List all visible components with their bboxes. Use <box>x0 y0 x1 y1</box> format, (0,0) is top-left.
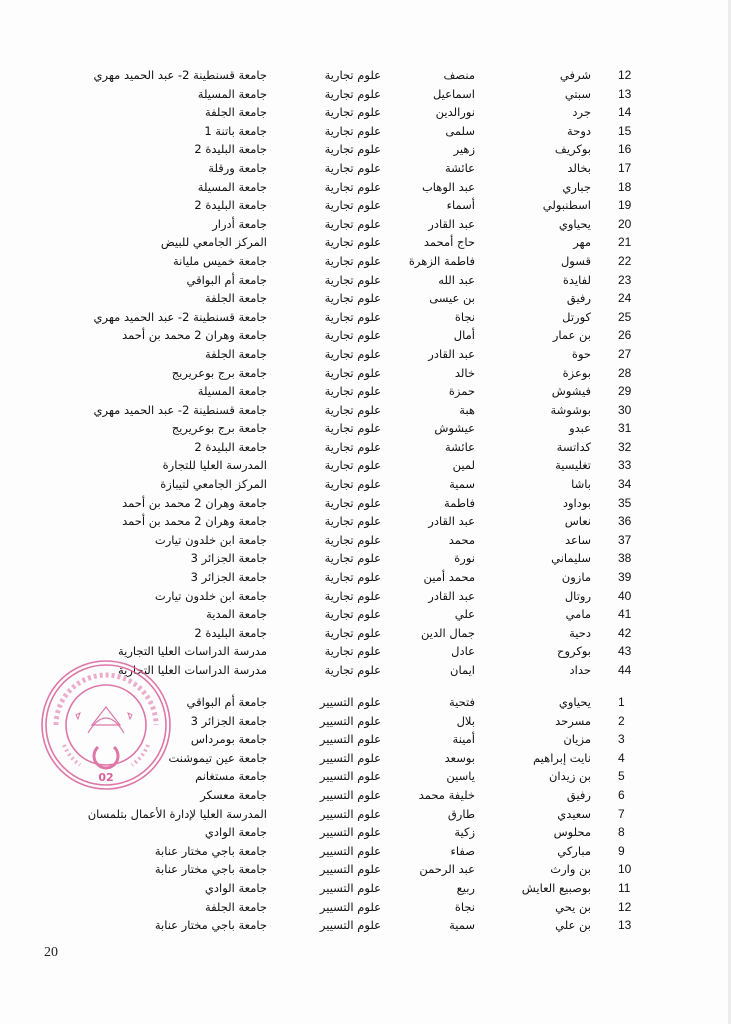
first-name: صفاء <box>450 843 475 858</box>
first-name: منصف <box>443 68 475 82</box>
field-of-study: علوم تجارية <box>324 439 381 454</box>
last-name: سليماني <box>551 551 591 566</box>
field-of-study: علوم تجارية <box>324 384 381 399</box>
field-of-study: علوم التسيير <box>319 732 381 747</box>
row-number: 25 <box>618 309 632 324</box>
first-name: عبد الوهاب <box>421 179 475 194</box>
field-of-study: علوم تجارية <box>324 328 381 343</box>
field-of-study: علوم التسيير <box>319 787 381 802</box>
university: جامعة المسيلة <box>197 86 267 101</box>
last-name: اسطنبولي <box>542 198 591 213</box>
university: جامعة المسيلة <box>197 179 267 194</box>
row-number: 3 <box>618 732 625 747</box>
field-of-study: علوم تجارية <box>324 346 381 361</box>
first-name: طارق <box>447 806 475 821</box>
table-row <box>95 730 655 749</box>
table-row <box>87 805 655 824</box>
field-of-study: علوم تجارية <box>324 625 381 640</box>
first-name: حاج أمحمد <box>423 235 475 250</box>
university: جامعة معسكر <box>200 787 267 802</box>
row-number: 15 <box>618 123 632 138</box>
table-row <box>95 159 655 178</box>
row-number: 13 <box>618 918 632 933</box>
table-row <box>95 122 655 141</box>
last-name: رفيق <box>566 787 591 802</box>
last-name: مهر <box>573 235 591 250</box>
first-name: عبد الله <box>438 272 475 287</box>
university: جامعة وهران 2 محمد بن أحمد <box>122 514 267 529</box>
field-of-study: علوم تجارية <box>324 179 381 194</box>
row-number: 39 <box>618 570 632 585</box>
university: جامعة قسنطينة 2- عبد الحميد مهري <box>93 309 267 324</box>
table-row <box>95 178 655 197</box>
first-name: عبد القادر <box>428 514 475 529</box>
university: جامعة أم البواقي <box>186 695 267 709</box>
university: جامعة أدرار <box>212 216 267 231</box>
last-name: بن يحي <box>555 899 591 914</box>
university: جامعة البليدة 2 <box>194 142 267 157</box>
field-of-study: علوم تجارية <box>324 607 381 622</box>
field-of-study: علوم تجارية <box>324 663 381 677</box>
university: جامعة الجزائر 3 <box>190 570 267 585</box>
row-number: 41 <box>618 607 632 622</box>
last-name: سبتي <box>564 86 591 101</box>
row-number: 27 <box>618 346 632 361</box>
last-name: سعيدي <box>557 806 591 821</box>
table-row <box>95 605 655 624</box>
last-name: كداتسة <box>556 439 591 454</box>
last-name: بن زيدان <box>548 769 591 784</box>
row-number: 7 <box>618 806 625 821</box>
last-name: كورتل <box>562 309 591 324</box>
table-row <box>95 767 655 786</box>
field-of-study: علوم تجارية <box>324 588 381 603</box>
table-row <box>95 842 655 861</box>
last-name: شرفي <box>559 68 591 82</box>
field-of-study: علوم تجارية <box>324 198 381 213</box>
last-name: نعاس <box>564 514 591 529</box>
university: جامعة وهران 2 محمد بن أحمد <box>122 495 267 510</box>
university: جامعة وهران 2 محمد بن أحمد <box>122 328 267 343</box>
last-name: مباركي <box>557 843 591 858</box>
first-name: ايمان <box>450 663 475 677</box>
table-row <box>95 568 655 587</box>
table-row <box>95 661 655 680</box>
table-row <box>95 587 655 606</box>
last-name: بوكريف <box>554 142 591 157</box>
last-name: جباري <box>562 179 591 194</box>
table-row <box>95 494 655 513</box>
first-name: زكية <box>454 825 475 840</box>
first-name: عيشوش <box>434 421 475 436</box>
row-number: 12 <box>618 899 632 914</box>
first-name: خالد <box>454 365 475 380</box>
row-number: 6 <box>618 787 625 802</box>
last-name: حداد <box>569 663 591 677</box>
university: المدرسة العليا لإدارة الأعمال بتلمسان <box>87 806 267 821</box>
first-name: سمية <box>449 477 475 492</box>
table-row <box>95 475 655 494</box>
university: جامعة الوادي <box>204 825 267 840</box>
last-name: دوحة <box>567 123 591 138</box>
university: جامعة المدية <box>206 607 267 622</box>
table-row <box>95 85 655 104</box>
field-of-study: علوم التسيير <box>319 750 381 765</box>
table-row <box>95 289 655 308</box>
university: جامعة المسيلة <box>197 384 267 399</box>
table-row <box>95 345 655 364</box>
university: جامعة ورقلة <box>208 160 267 175</box>
field-of-study: علوم تجارية <box>324 253 381 268</box>
table-row <box>95 326 655 345</box>
university: جامعة باجي مختار عنابة <box>154 843 267 858</box>
field-of-study: علوم التسيير <box>319 825 381 840</box>
first-name: محمد <box>448 532 475 547</box>
row-number: 5 <box>618 769 625 784</box>
table-row <box>95 749 655 768</box>
university: جامعة برج بوعريريج <box>171 421 267 436</box>
field-of-study: علوم تجارية <box>324 309 381 324</box>
university: جامعة البليدة 2 <box>194 625 267 640</box>
field-of-study: علوم التسيير <box>319 843 381 858</box>
university: جامعة الجزائر 3 <box>190 713 267 728</box>
university: جامعة قسنطينة 2- عبد الحميد مهري <box>93 68 267 82</box>
field-of-study: علوم تجارية <box>324 514 381 529</box>
row-number: 35 <box>618 495 632 510</box>
table-row <box>95 382 655 401</box>
field-of-study: علوم تجارية <box>324 644 381 659</box>
university: مدرسة الدراسات العليا التجارية <box>117 663 267 677</box>
row-number: 24 <box>618 291 632 306</box>
table-row <box>95 531 655 550</box>
field-of-study: علوم تجارية <box>324 272 381 287</box>
last-name: بوكروح <box>557 644 591 659</box>
last-name: بن علي <box>555 918 591 933</box>
last-name: باشا <box>571 477 591 492</box>
row-number: 8 <box>618 825 625 840</box>
table-row <box>95 233 655 252</box>
field-of-study: علوم التسيير <box>319 899 381 914</box>
table-row <box>95 308 655 327</box>
last-name: مسرحد <box>555 713 591 728</box>
first-name: أمينة <box>452 732 475 747</box>
field-of-study: علوم تجارية <box>324 291 381 306</box>
first-name: بلال <box>456 713 475 728</box>
last-name: بوداود <box>562 495 591 510</box>
first-name: خليفة محمد <box>418 787 475 802</box>
last-name: عبدو <box>569 421 591 436</box>
first-name: نورة <box>454 551 475 566</box>
row-number: 17 <box>618 160 632 175</box>
row-number: 20 <box>618 216 632 231</box>
row-number: 26 <box>618 328 632 343</box>
last-name: مامي <box>565 607 591 622</box>
university: مدرسة الدراسات العليا التجارية <box>117 644 267 659</box>
university: جامعة البليدة 2 <box>194 198 267 213</box>
row-number: 13 <box>618 86 632 101</box>
university: جامعة باجي مختار عنابة <box>154 918 267 933</box>
first-name: سمية <box>449 918 475 933</box>
field-of-study: علوم تجارية <box>324 68 381 82</box>
first-name: فاطمة <box>444 495 475 510</box>
field-of-study: علوم تجارية <box>324 142 381 157</box>
table-row <box>95 438 655 457</box>
first-name: ياسين <box>446 769 475 784</box>
table-row <box>95 271 655 290</box>
field-of-study: علوم التسيير <box>319 918 381 933</box>
university: جامعة الوادي <box>204 880 267 895</box>
row-number: 10 <box>618 862 632 877</box>
last-name: دحية <box>569 625 591 640</box>
row-number: 9 <box>618 843 625 858</box>
row-number: 16 <box>618 142 632 157</box>
field-of-study: علوم تجارية <box>324 458 381 473</box>
table-row <box>95 419 655 438</box>
field-of-study: علوم تجارية <box>324 532 381 547</box>
row-number: 23 <box>618 272 632 287</box>
university: جامعة الجلفة <box>204 899 267 914</box>
first-name: عائشة <box>445 160 475 175</box>
last-name: لفايدة <box>562 272 591 287</box>
last-name: بوصبيع العايش <box>521 880 591 895</box>
table-row <box>95 252 655 271</box>
university: جامعة باتنة 1 <box>204 123 267 138</box>
first-name: زهير <box>453 142 475 157</box>
field-of-study: علوم التسيير <box>319 880 381 895</box>
field-of-study: علوم التسيير <box>319 862 381 877</box>
candidates-table-management <box>87 693 655 935</box>
university: جامعة عين تيموشنت <box>168 750 267 765</box>
row-number: 1 <box>618 695 625 709</box>
field-of-study: علوم تجارية <box>324 570 381 585</box>
first-name: اسماعيل <box>432 86 475 101</box>
last-name: بن عمار <box>552 328 591 343</box>
first-name: نجاة <box>454 309 475 324</box>
university: جامعة باجي مختار عنابة <box>154 862 267 877</box>
table-row <box>95 196 655 215</box>
table-row <box>95 642 655 661</box>
table-row <box>95 103 655 122</box>
last-name: حوة <box>571 346 591 361</box>
table-row <box>95 624 655 643</box>
first-name: عائشة <box>445 439 475 454</box>
university: جامعة قسنطينة 2- عبد الحميد مهري <box>93 402 267 417</box>
field-of-study: علوم التسيير <box>319 713 381 728</box>
university: جامعة ابن خلدون تيارت <box>154 532 267 547</box>
table-row <box>95 456 655 475</box>
table-row <box>95 823 655 842</box>
row-number: 12 <box>618 68 632 82</box>
row-number: 42 <box>618 625 632 640</box>
field-of-study: علوم تجارية <box>324 235 381 250</box>
last-name: مازون <box>561 570 591 585</box>
last-name: بوشوشة <box>550 402 591 417</box>
row-number: 32 <box>618 439 632 454</box>
last-name: قسول <box>560 253 591 268</box>
last-name: يحياوي <box>558 216 591 231</box>
row-number: 11 <box>618 880 631 895</box>
candidates-table-commercial <box>95 66 655 680</box>
first-name: هبة <box>459 402 475 417</box>
last-name: تغليسية <box>555 458 591 473</box>
university: جامعة الجزائر 3 <box>190 551 267 566</box>
row-number: 30 <box>618 402 632 417</box>
last-name: يحياوي <box>558 695 591 709</box>
row-number: 33 <box>618 458 632 473</box>
row-number: 19 <box>618 198 632 213</box>
last-name: بوعزة <box>562 365 591 380</box>
row-number: 28 <box>618 365 632 380</box>
stamp-number: 02 <box>98 771 114 784</box>
row-number: 37 <box>618 532 632 547</box>
last-name: رفيق <box>566 291 591 306</box>
last-name: ساعد <box>564 532 591 547</box>
last-name: فيشوش <box>551 384 591 399</box>
university: المركز الجامعي للبيض <box>160 235 267 250</box>
first-name: بوسعد <box>444 750 475 765</box>
last-name: جرد <box>572 105 591 120</box>
university: جامعة ابن خلدون تيارت <box>154 588 267 603</box>
row-number: 2 <box>618 713 625 728</box>
table-row <box>95 693 655 712</box>
table-row <box>95 364 655 383</box>
university: جامعة أم البواقي <box>186 272 267 287</box>
first-name: عبد القادر <box>428 588 475 603</box>
last-name: مزيان <box>563 732 591 747</box>
field-of-study: علوم تجارية <box>324 123 381 138</box>
last-name: بن وارث <box>550 862 591 877</box>
field-of-study: علوم تجارية <box>324 105 381 120</box>
field-of-study: علوم تجارية <box>324 86 381 101</box>
first-name: فاطمة الزهرة <box>408 253 475 268</box>
field-of-study: علوم تجارية <box>324 495 381 510</box>
table-row <box>95 916 655 935</box>
first-name: عادل <box>451 644 475 659</box>
row-number: 29 <box>618 384 632 399</box>
table-row <box>95 512 655 531</box>
field-of-study: علوم التسيير <box>319 695 381 709</box>
page-number: 20 <box>44 945 58 960</box>
table-row <box>95 140 655 159</box>
field-of-study: علوم تجارية <box>324 160 381 175</box>
university: جامعة الجلفة <box>204 346 267 361</box>
row-number: 44 <box>618 663 632 677</box>
table-row <box>95 786 655 805</box>
first-name: محمد أمين <box>423 570 475 585</box>
last-name: بخالد <box>567 160 591 175</box>
university: جامعة الجلفة <box>204 105 267 120</box>
university: المركز الجامعي لتيبازة <box>160 477 267 492</box>
row-number: 18 <box>618 179 632 194</box>
last-name: محلوس <box>553 825 591 840</box>
first-name: سلمى <box>445 123 475 138</box>
first-name: بن عيسى <box>429 291 475 306</box>
last-name: روتال <box>564 588 591 603</box>
first-name: نجاة <box>454 899 475 914</box>
row-number: 21 <box>618 235 632 250</box>
last-name: نايت إبراهيم <box>533 750 591 765</box>
university: جامعة بومرداس <box>190 732 267 747</box>
university: جامعة البليدة 2 <box>194 439 267 454</box>
first-name: أمال <box>453 328 475 343</box>
row-number: 22 <box>618 253 632 268</box>
field-of-study: علوم تجارية <box>324 551 381 566</box>
university: جامعة مستغانم <box>195 769 267 784</box>
table-row <box>95 549 655 568</box>
first-name: جمال الدين <box>421 625 475 640</box>
table-row <box>95 712 655 731</box>
first-name: لمين <box>452 458 475 473</box>
first-name: فتحية <box>448 695 475 709</box>
table-row <box>95 898 655 917</box>
field-of-study: علوم تجارية <box>324 216 381 231</box>
first-name: عبد القادر <box>428 216 475 231</box>
table-row <box>95 860 655 879</box>
first-name: ربيع <box>456 880 475 895</box>
row-number: 14 <box>618 105 632 120</box>
table-row <box>95 879 655 898</box>
field-of-study: علوم التسيير <box>319 806 381 821</box>
field-of-study: علوم تجارية <box>324 421 381 436</box>
field-of-study: علوم التسيير <box>319 769 381 784</box>
row-number: 40 <box>618 588 632 603</box>
field-of-study: علوم تجارية <box>324 365 381 380</box>
row-number: 4 <box>618 750 625 765</box>
field-of-study: علوم تجارية <box>324 477 381 492</box>
row-number: 31 <box>618 421 632 436</box>
first-name: أسماء <box>446 198 475 213</box>
university: جامعة برج بوعريريج <box>171 365 267 380</box>
field-of-study: علوم تجارية <box>324 402 381 417</box>
first-name: نورالدين <box>435 105 475 120</box>
first-name: عبد الرحمن <box>419 862 475 877</box>
first-name: عبد القادر <box>428 346 475 361</box>
row-number: 36 <box>618 514 632 529</box>
row-number: 38 <box>618 551 632 566</box>
row-number: 34 <box>618 477 632 492</box>
university: جامعة خميس مليانة <box>173 253 267 268</box>
row-number: 43 <box>618 644 632 659</box>
university: المدرسة العليا للتجارة <box>162 458 267 473</box>
first-name: علي <box>454 607 475 622</box>
table-row <box>95 215 655 234</box>
table-row <box>95 66 655 85</box>
university: جامعة الجلفة <box>204 291 267 306</box>
table-row <box>95 401 655 420</box>
first-name: حمزة <box>448 384 475 399</box>
